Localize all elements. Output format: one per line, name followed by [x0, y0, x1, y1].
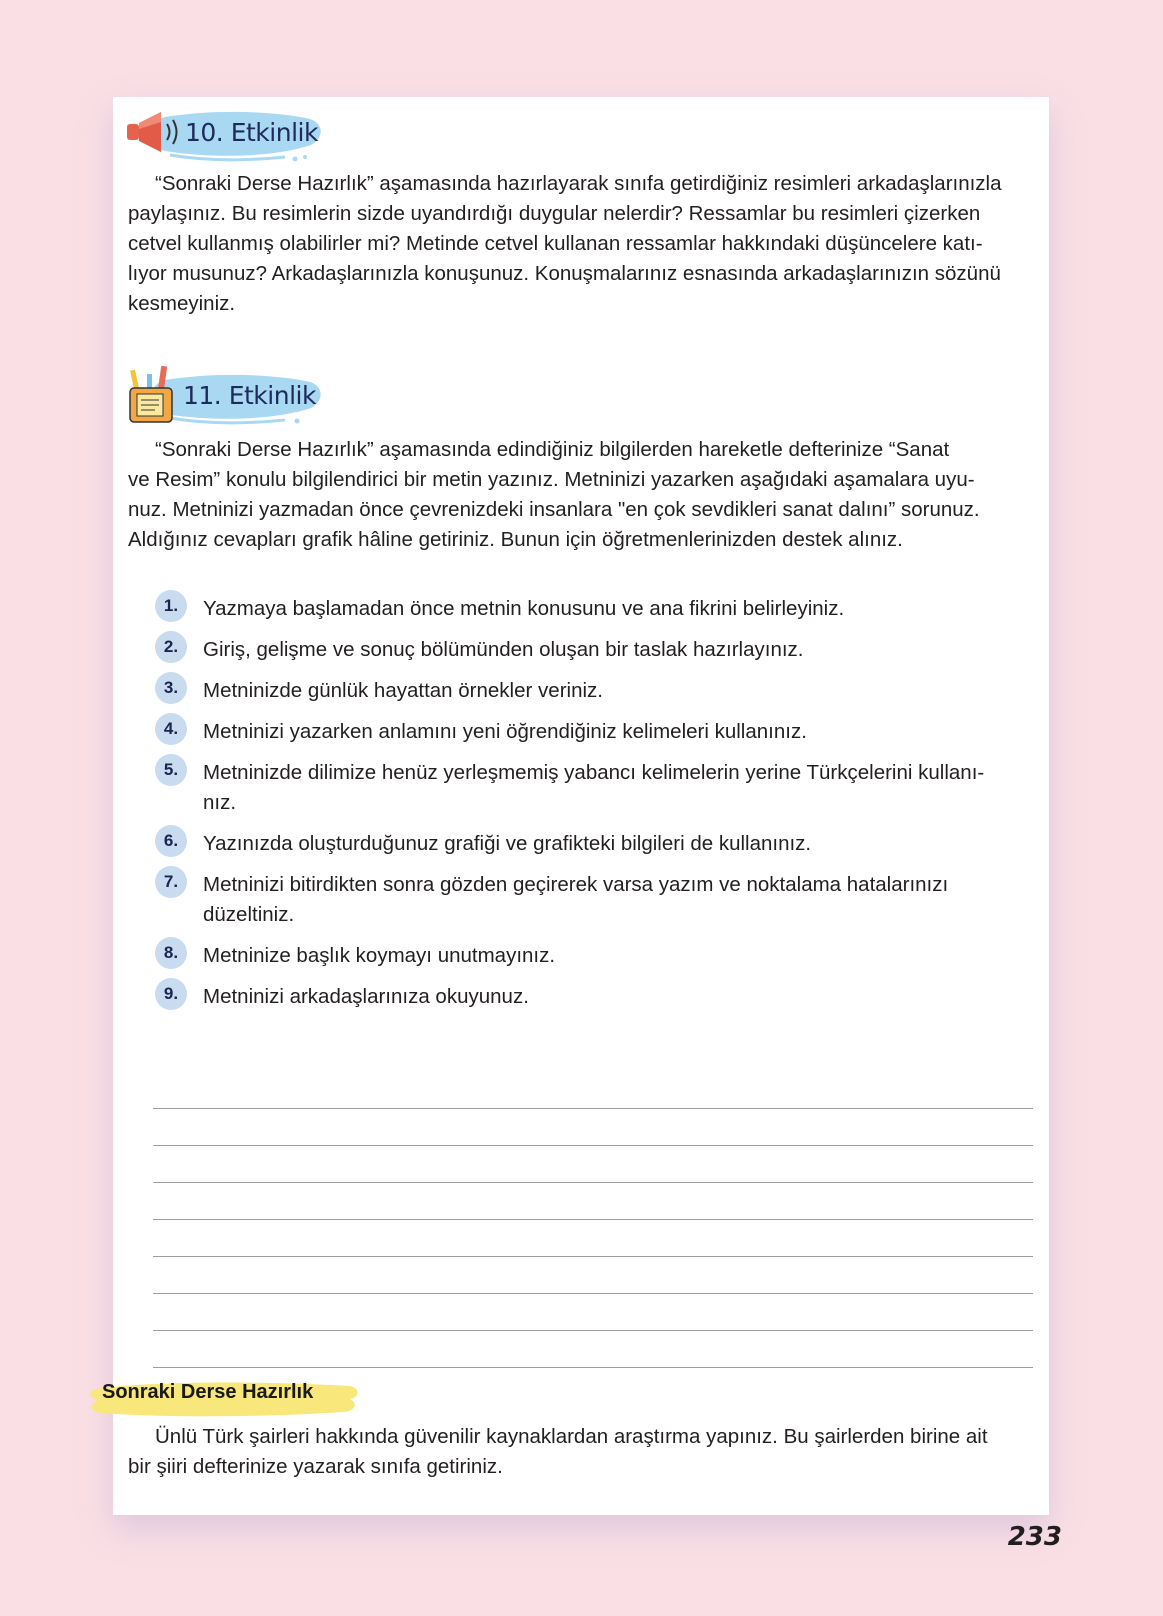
list-item	[155, 870, 1035, 930]
step-text: Metninizde dilimize henüz yerleşmemiş yabancı kelimelerin yerine Türkçelerini kullanı-	[203, 761, 985, 784]
writing-line[interactable]	[153, 1072, 1033, 1109]
writing-lines[interactable]	[153, 1072, 1033, 1368]
writing-line[interactable]	[153, 1257, 1033, 1294]
activity-10-title: 10. Etkinlik	[185, 118, 318, 147]
step-number: 6.	[155, 825, 187, 857]
paragraph-line: kesmeyiniz.	[128, 292, 236, 315]
step-text: Metninizde günlük hayattan örnekler veriniz.	[203, 679, 603, 702]
step-text: Yazmaya başlamadan önce metnin konusunu ve ana fikrini belirleyiniz.	[203, 597, 845, 620]
writing-line[interactable]	[153, 1331, 1033, 1368]
paragraph-line: Ünlü Türk şairleri hakkında güvenilir kaynaklardan araştırma yapınız. Bu şairlerden birine ait	[155, 1425, 988, 1448]
step-text: Metninizi arkadaşlarınıza okuyunuz.	[203, 985, 529, 1008]
page-number: 233	[1007, 1522, 1062, 1552]
step-text: Metninizi bitirdikten sonra gözden geçirerek varsa yazım ve noktalama hatalarınızı	[203, 873, 949, 896]
activity-11-paragraph	[128, 435, 1033, 555]
pencil-cup-icon	[125, 364, 179, 426]
megaphone-icon	[125, 109, 187, 155]
list-item	[155, 594, 1035, 624]
list-item	[155, 941, 1035, 971]
paragraph-line: cetvel kullanmış olabilirler mi? Metinde cetvel kullanan ressamlar hakkındaki düşüncelere katı-	[128, 232, 983, 255]
step-text: nız.	[203, 791, 237, 814]
list-item	[155, 676, 1035, 706]
list-item	[155, 829, 1035, 859]
textbook-page	[102, 97, 1049, 1515]
writing-line[interactable]	[153, 1294, 1033, 1331]
step-text: Giriş, gelişme ve sonuç bölümünden oluşan bir taslak hazırlayınız.	[203, 638, 804, 661]
preparation-paragraph	[128, 1422, 1033, 1482]
step-text: Yazınızda oluşturduğunuz grafiği ve grafikteki bilgileri de kullanınız.	[203, 832, 812, 855]
activity-11-header	[125, 364, 325, 424]
paragraph-line: bir şiiri defterinize yazarak sınıfa getiriniz.	[128, 1455, 503, 1478]
step-text: Metninizi yazarken anlamını yeni öğrendiğiniz kelimeleri kullanınız.	[203, 720, 807, 743]
list-item	[155, 717, 1035, 747]
step-text: düzeltiniz.	[203, 903, 295, 926]
step-number: 3.	[155, 672, 187, 704]
paragraph-line: lıyor musunuz? Arkadaşlarınızla konuşunuz. Konuşmalarınız esnasında arkadaşlarınızın sözünü	[128, 262, 1001, 285]
step-number: 9.	[155, 978, 187, 1010]
paragraph-line: paylaşınız. Bu resimlerin sizde uyandırdığı duygular nelerdir? Ressamlar bu resimleri çizerken	[128, 202, 981, 225]
paragraph-line: ve Resim” konulu bilgilendirici bir metin yazınız. Metninizi yazarken aşağıdaki aşamalara uyu-	[128, 468, 975, 491]
paragraph-line: “Sonraki Derse Hazırlık” aşamasında edindiğiniz bilgilerden hareketle defterinize “Sanat	[155, 438, 950, 461]
steps-list	[155, 594, 1035, 1012]
writing-line[interactable]	[153, 1183, 1033, 1220]
step-text: Metninize başlık koymayı unutmayınız.	[203, 944, 556, 967]
activity-10-header	[125, 107, 325, 163]
list-item	[155, 758, 1035, 818]
list-item	[155, 635, 1035, 665]
paragraph-line: “Sonraki Derse Hazırlık” aşamasında hazırlayarak sınıfa getirdiğiniz resimleri arkadaşlarınızla	[155, 172, 1002, 195]
step-number: 5.	[155, 754, 187, 786]
writing-line[interactable]	[153, 1146, 1033, 1183]
preparation-label: Sonraki Derse Hazırlık	[102, 1381, 314, 1403]
activity-11-title: 11. Etkinlik	[183, 381, 316, 410]
step-number: 4.	[155, 713, 187, 745]
writing-line[interactable]	[153, 1109, 1033, 1146]
step-number: 7.	[155, 866, 187, 898]
step-number: 8.	[155, 937, 187, 969]
writing-line[interactable]	[153, 1220, 1033, 1257]
list-item	[155, 982, 1035, 1012]
paragraph-line: nuz. Metninizi yazmadan önce çevrenizdeki insanlara "en çok sevdikleri sanat dalını” sorunuz.	[128, 498, 980, 521]
paragraph-line: Aldığınız cevapları grafik hâline getiriniz. Bunun için öğretmenlerinizden destek alınız.	[128, 528, 903, 551]
step-number: 1.	[155, 590, 187, 622]
step-number: 2.	[155, 631, 187, 663]
activity-10-paragraph	[128, 169, 1033, 319]
